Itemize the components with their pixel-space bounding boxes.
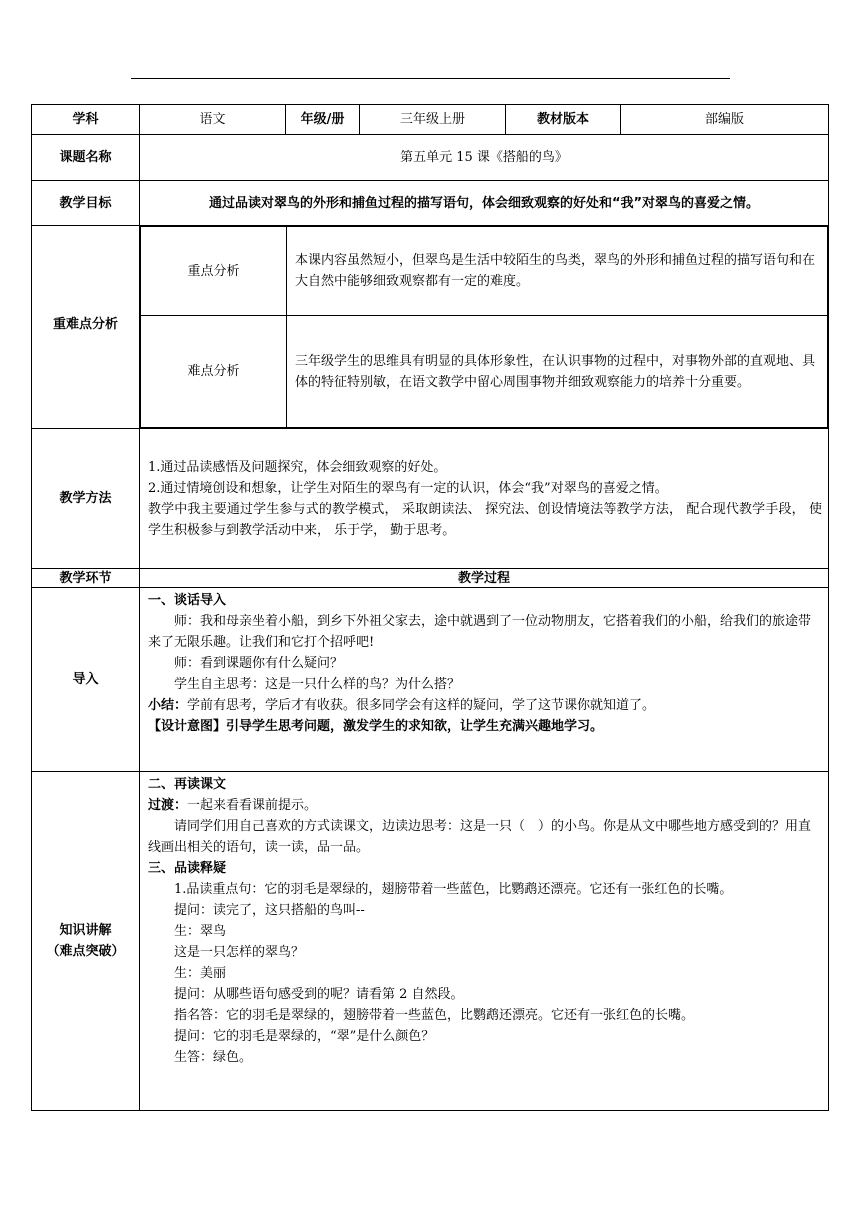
intro-paragraph-3: 学生自主思考：这是一只什么样的鸟？为什么搭？ [174,677,461,692]
analysis-label: 重难点分析 [32,226,140,429]
method-line-1: 1.通过品读感悟及问题探究，体会细致观察的好处。 [148,459,447,475]
knowledge-sublabel: （难点突破） [46,944,125,959]
knowledge-heading-2: 二、再读课文 [148,777,227,792]
key-sentence: 1.品读重点句：它的羽毛是翠绿的，翅膀带着一些蓝色，比鹦鹉还漂亮。它还有一张红色的长嘴。 [174,882,733,897]
key-analysis-text: 本课内容虽然短小，但翠鸟是生活中较陌生的鸟类，翠鸟的外形和捕鱼过程的描写语句和在大自然中能够细致观察都有一定的难度。 [287,227,828,316]
dialogue-line-5: 提问：从哪些语句感受到的呢？请看第 2 自然段。 [174,987,464,1002]
method-line-2: 2.通过情境创设和想象，让学生对陌生的翠鸟有一定的认识，体会“我”对翠鸟的喜爱之情。 [148,480,668,496]
knowledge-heading-3: 三、品读释疑 [148,861,227,876]
reading-instruction: 请同学们用自己喜欢的方式读课文，边读边思考：这是一只（ ）的小鸟。你是从文中哪些地方感受到的？用直线画出相关的语句，读一读，品一品。 [148,819,812,855]
lesson-plan-table [31,104,829,1111]
goal-text: 通过品读对翠鸟的外形和捕鱼过程的描写语句，体会细致观察的好处和“我”对翠鸟的喜爱之情。 [140,181,829,226]
grade-label: 年级/册 [286,105,360,135]
hard-analysis-label: 难点分析 [141,316,287,428]
process-label: 教学过程 [140,569,829,588]
intro-paragraph-2: 师：看到课题你有什么疑问？ [174,656,344,671]
transition-text: 一起来看看课前提示。 [187,798,318,813]
method-label: 教学方法 [32,429,140,569]
hard-analysis-text: 三年级学生的思维具有明显的具体形象性，在认识事物的过程中，对事物外部的直观地、具体的特征特别敏，在语文教学中留心周围事物并细致观察能力的培养十分重要。 [287,316,828,428]
header-row [32,105,829,135]
lesson-title: 第五单元 15 课《搭船的鸟》 [140,135,829,181]
goal-row [32,181,829,226]
edition-label: 教材版本 [506,105,621,135]
intro-summary [148,695,822,716]
method-line-3: 教学中我主要通过学生参与式的教学模式， 采取朗读法、 探究法、创设情境法等教学方法， 配合现代教学手段， 使学生积极参与到教学活动中来， 乐于学， 勤于思考。 [148,501,822,538]
dialogue-line-7: 提问：它的羽毛是翠绿的，“翠”是什么颜色？ [174,1029,435,1044]
intro-row [32,588,829,772]
dialogue-line-4: 生：美丽 [174,966,227,981]
header-rule [131,78,730,79]
summary-label: 小结： [148,698,188,713]
edition-value: 部编版 [621,105,829,135]
method-row [32,429,829,569]
title-row [32,135,829,181]
subject-label: 学科 [32,105,140,135]
dialogue-line-6: 指名答：它的羽毛是翠绿的，翅膀带着一些蓝色，比鹦鹉还漂亮。它还有一张红色的长嘴。 [174,1008,695,1023]
stage-label: 教学环节 [32,569,140,588]
summary-text: 学前有思考，学后才有收获。很多同学会有这样的疑问，学了这节课你就知道了。 [187,698,656,713]
intro-label: 导入 [32,588,140,772]
dialogue-line-3: 这是一只怎样的翠鸟？ [174,945,305,960]
analysis-row [32,226,829,429]
dialogue-line-1: 提问：读完了，这只搭船的鸟叫-- [174,903,365,918]
title-label: 课题名称 [32,135,140,181]
design-intent: 【设计意图】引导学生思考问题，激发学生的求知欲，让学生充满兴趣地学习。 [148,719,604,734]
key-analysis-label: 重点分析 [141,227,287,316]
knowledge-label: 知识讲解 [59,923,112,938]
grade-value: 三年级上册 [360,105,506,135]
transition-line [148,795,822,816]
goal-label: 教学目标 [32,181,140,226]
analysis-subtable [140,226,828,428]
transition-label: 过渡： [148,798,188,813]
knowledge-row [32,772,829,1111]
process-header-row [32,569,829,588]
dialogue-line-8: 生答：绿色。 [174,1050,253,1065]
intro-paragraph-1: 师：我和母亲坐着小船，到乡下外祖父家去，途中就遇到了一位动物朋友，它搭着我们的小船，给我们的旅途带来了无限乐趣。让我们和它打个招呼吧! [148,614,812,650]
intro-heading: 一、谈话导入 [148,593,227,608]
subject-value: 语文 [140,105,286,135]
dialogue-line-2: 生：翠鸟 [174,924,227,939]
